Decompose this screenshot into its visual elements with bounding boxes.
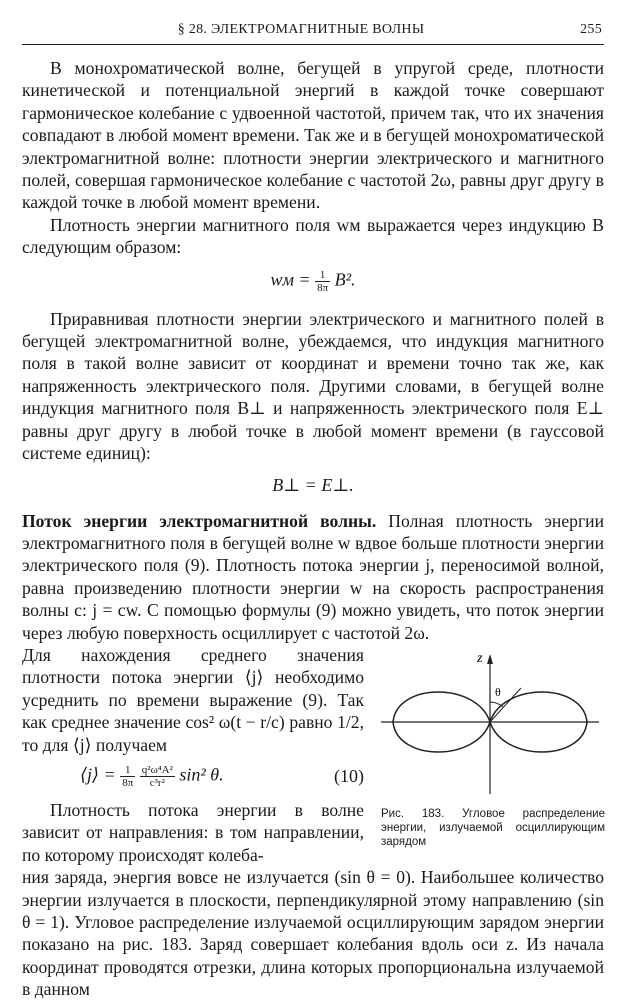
equation-number: (10)	[334, 765, 364, 786]
left-column	[22, 644, 364, 866]
paragraph-6b: ния заряда, энергия вовсе не излучается (sin θ = 0). Наибольшее количество энергии излучается в плоскости, перпендикулярной этому направлению (sin θ = 1). Угловое распределение излучаемой осциллирующим зарядом энергии показано на рис. 183. Заряд совершает колебания вдоль оси z. Из начала координат проводятся отрезки, длина которых пропорциональна излучаемой в данном	[22, 867, 604, 1000]
paragraph-4	[22, 510, 604, 644]
figure-183	[377, 644, 605, 849]
eq10-fraction-2	[140, 764, 175, 789]
theta-label: θ	[495, 684, 501, 699]
formula-10	[22, 764, 364, 789]
fraction-numerator: 1	[315, 269, 330, 282]
eq10-rhs: sin² θ.	[179, 764, 224, 785]
paragraph-1: В монохроматической волне, бегущей в упругой среде, плотности кинетической и потенциальной энергий в каждой точке совершают гармоническое колебание с удвоенной частотой, причем так, что их значения совпадают в любой момент времени. Так же и в бегущей монохроматической электромагнитной волне: плотности энергии электрического и магнитного полей, совершая гармоническое колебание с частотой 2ω, равны друг другу в каждой точке в любой момент времени.	[22, 58, 604, 213]
formula-rhs: B².	[334, 269, 356, 290]
z-axis-arrow-icon	[487, 654, 493, 664]
paragraph-3: Приравнивая плотности энергии электрического и магнитного полей в бегущей электромагнитной волне, убеждаемся, что индукция магнитного поля в такой волне зависит от координат и времени точно так же, как напряженность электрического поля. Другими словами, в бегущей волне индукция магнитного поля B⊥ и напряженность электрического поля E⊥ равны друг другу в любой точке в любой момент времени (в гауссовой системе единиц):	[22, 308, 604, 464]
eq10-den2: c³r²	[149, 776, 165, 789]
paragraph-2: Плотность энергии магнитного поля wм выражается через индукцию B следующим образом:	[22, 214, 604, 258]
eq10-num1: 1	[120, 764, 135, 777]
running-header	[22, 18, 604, 45]
eq10-den1: 8π	[122, 776, 134, 789]
formula-fraction	[315, 269, 330, 294]
formula-lhs: wм =	[270, 269, 311, 290]
figure-caption: Рис. 183. Угловое распределение энергии, излучаемой осциллирующим зарядом	[381, 807, 605, 848]
paragraph-4-text: Полная плотность энергии электромагнитного поля в бегущей волне w вдвое больше плотности энергии электрического поля (9). Плотность потока энергии j, переносимой волной, равна произведению плотности энергии w на скорость распространения волны c: j = cw. С помощью формулы (9) можно увидеть, что поток энергии через любую поверхность осциллирует с частотой 2ω.	[22, 510, 604, 643]
paragraph-6a: Плотность потока энергии в волне зависит от направления: в том направлении, по которому происходят колеба-	[22, 799, 364, 865]
fraction-denominator: 8π	[317, 281, 329, 294]
page-number: 255	[580, 22, 602, 37]
eq10-num2: q²ω⁴A²	[141, 763, 173, 776]
z-axis-label: z	[477, 650, 483, 666]
radiation-pattern-diagram	[377, 644, 605, 794]
formula-magnetic-energy	[22, 269, 604, 294]
eq10-lhs: ⟨j⟩ =	[80, 764, 116, 785]
figure-wrap	[22, 644, 604, 866]
section-heading: Поток энергии электромагнитной волны.	[22, 510, 377, 531]
paragraph-5: Для нахождения среднего значения плотности потока энергии ⟨j⟩ необходимо усреднить по времени выражение (9). Так как среднее значение cos² ω(t − r/c) равно 1/2, то для ⟨j⟩ получаем	[22, 644, 364, 755]
section-title: § 28. ЭЛЕКТРОМАГНИТНЫЕ ВОЛНЫ	[177, 22, 425, 37]
page	[22, 18, 604, 1001]
formula-b-equals-e: B⊥ = E⊥.	[272, 474, 354, 495]
eq10-fraction-1	[120, 764, 135, 789]
